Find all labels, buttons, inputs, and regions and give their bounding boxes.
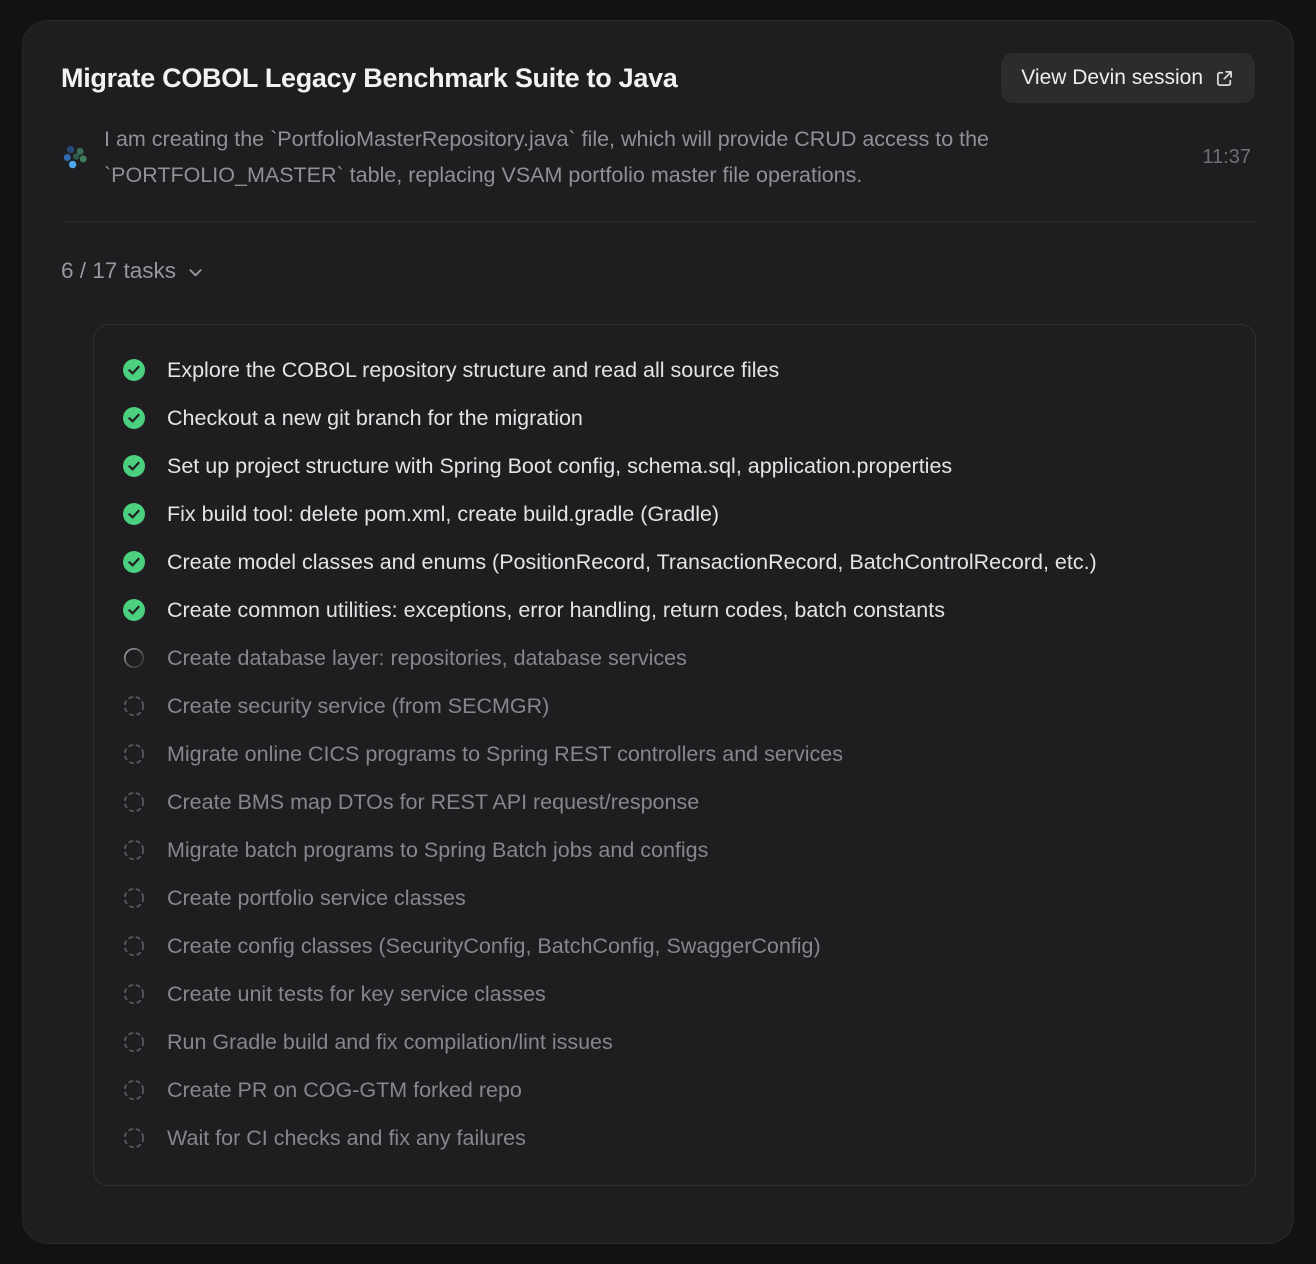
task-row (122, 394, 1227, 442)
check-circle-icon (122, 454, 146, 478)
in-progress-circle-icon (122, 646, 146, 670)
external-link-icon (1214, 68, 1235, 89)
dashed-circle-icon (122, 934, 146, 958)
task-label: Set up project structure with Spring Boot config, schema.sql, application.properties (167, 454, 953, 478)
task-row (122, 538, 1227, 586)
check-circle-icon (122, 502, 146, 526)
task-label: Migrate batch programs to Spring Batch jobs and configs (167, 838, 709, 862)
task-label: Create config classes (SecurityConfig, BatchConfig, SwaggerConfig) (167, 934, 821, 958)
task-label: Explore the COBOL repository structure and read all source files (167, 358, 780, 382)
task-list-panel (93, 324, 1256, 1186)
divider (61, 221, 1255, 222)
task-row (122, 634, 1227, 682)
task-label: Create security service (from SECMGR) (167, 694, 550, 718)
task-row (122, 970, 1227, 1018)
dashed-circle-icon (122, 790, 146, 814)
task-row (122, 442, 1227, 490)
dashed-circle-icon (122, 742, 146, 766)
task-label: Create model classes and enums (PositionRecord, TransactionRecord, BatchControlRecord, etc.) (167, 550, 1097, 574)
task-row (122, 682, 1227, 730)
task-label: Migrate online CICS programs to Spring REST controllers and services (167, 742, 843, 766)
dashed-circle-icon (122, 1030, 146, 1054)
card-header (61, 53, 1255, 103)
task-label: Create BMS map DTOs for REST API request/response (167, 790, 700, 814)
task-row (122, 586, 1227, 634)
task-row (122, 922, 1227, 970)
task-label: Fix build tool: delete pom.xml, create build.gradle (Gradle) (167, 502, 720, 526)
devin-logo-icon (61, 143, 89, 171)
check-circle-icon (122, 598, 146, 622)
check-circle-icon (122, 550, 146, 574)
check-circle-icon (122, 406, 146, 430)
task-label: Checkout a new git branch for the migration (167, 406, 583, 430)
task-card (22, 20, 1294, 1244)
page-title: Migrate COBOL Legacy Benchmark Suite to Java (61, 62, 678, 93)
task-label: Create portfolio service classes (167, 886, 466, 910)
tasks-summary-label: 6 / 17 tasks (61, 258, 177, 283)
dashed-circle-icon (122, 982, 146, 1006)
task-row (122, 490, 1227, 538)
dashed-circle-icon (122, 694, 146, 718)
dashed-circle-icon (122, 886, 146, 910)
task-row (122, 1018, 1227, 1066)
task-row (122, 778, 1227, 826)
check-circle-icon (122, 358, 146, 382)
timestamp: 11:37 (1202, 145, 1251, 168)
task-row (122, 346, 1227, 394)
task-label: Run Gradle build and fix compilation/lint issues (167, 1030, 613, 1054)
task-label: Create PR on COG-GTM forked repo (167, 1078, 522, 1102)
status-message: I am creating the `PortfolioMasterRepository.java` file, which will provide CRUD access to the `PORTFOLIO_MASTER` table, replacing VSAM portfolio master file operations. (104, 127, 990, 187)
status-message-row (61, 121, 1255, 193)
task-row (122, 874, 1227, 922)
dashed-circle-icon (122, 1078, 146, 1102)
task-label: Wait for CI checks and fix any failures (167, 1126, 526, 1150)
view-devin-session-label: View Devin session (1021, 66, 1203, 89)
chevron-down-icon (186, 263, 205, 282)
dashed-circle-icon (122, 1126, 146, 1150)
task-row (122, 826, 1227, 874)
task-label: Create unit tests for key service classes (167, 982, 546, 1006)
task-row (122, 730, 1227, 778)
task-row (122, 1066, 1227, 1114)
tasks-summary-toggle[interactable] (61, 258, 205, 284)
task-label: Create common utilities: exceptions, error handling, return codes, batch constants (167, 598, 945, 622)
dashed-circle-icon (122, 838, 146, 862)
task-label: Create database layer: repositories, database services (167, 646, 687, 670)
view-devin-session-button[interactable] (1001, 53, 1255, 103)
task-row (122, 1114, 1227, 1162)
